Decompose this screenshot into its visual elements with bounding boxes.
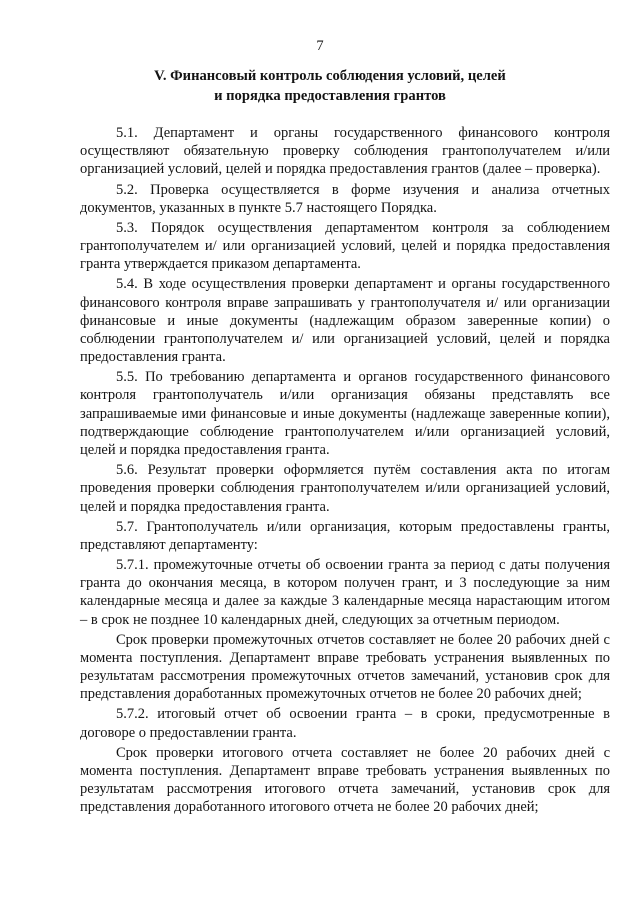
paragraph-5-7-2: 5.7.2. итоговый отчет об освоении гранта – в сроки, предусмотренные в договоре о предоставлении гранта. (80, 706, 610, 741)
paragraph-5-7-1: 5.7.1. промежуточные отчеты об освоении гранта за период с даты получения гранта до окончания месяца, в котором получен грант, и 3 последующие за ним календарные месяца и далее за каждые 3 календарные месяца нарастающим итогом – в срок не позднее 10 календарных дней, следующих за отчетным периодом. (80, 556, 610, 628)
paragraph-5-6: 5.6. Результат проверки оформляется путём составления акта по итогам проведения проверки соблюдения грантополучателем и/или организацией условий, целей и порядка предоставления гранта. (80, 462, 610, 515)
paragraph-5-1: 5.1. Департамент и органы государственного финансового контроля осуществляют обязательную проверку соблюдения грантополучателем и/или организацией условий, целей и порядка предоставления грантов (далее – проверка). (80, 125, 610, 178)
paragraph-5-4: 5.4. В ходе осуществления проверки департамент и органы государственного финансового контроля вправе запрашивать у грантополучателя и/ или организации финансовые и иные документы (надлежащим образом заверенные копии) о соблюдении грантополучателем и/ или организацией условий, целей и порядка предоставления гранта. (80, 276, 610, 366)
section-heading (120, 66, 540, 106)
paragraph-interim-review-term: Срок проверки промежуточных отчетов составляет не более 20 рабочих дней с момента поступления. Департамент вправе требовать устранения выявленных по результатам рассмотрения промежуточных отчетов замечаний, установив срок для представления доработанных промежуточных отчетов не более 20 рабочих дней; (80, 631, 610, 703)
document-body (80, 124, 610, 818)
paragraph-5-3: 5.3. Порядок осуществления департаментом контроля за соблюдением грантополучателем и/ или организацией условий, целей и порядка предоставления гранта утверждается приказом департамента. (80, 219, 610, 273)
page-number: 7 (316, 38, 324, 54)
section-heading-line-2: и порядка предоставления грантов (214, 88, 446, 104)
section-heading-line-1: V. Финансовый контроль соблюдения условий, целей (154, 68, 506, 84)
paragraph-final-review-term: Срок проверки итогового отчета составляет не более 20 рабочих дней с момента поступления. Департамент вправе требовать устранения выявленных по результатам рассмотрения итогового отчета замечаний, установив срок для представления доработанного итогового отчета не более 20 рабочих дней; (80, 744, 610, 816)
paragraph-5-7: 5.7. Грантополучатель и/или организация, которым предоставлены гранты, представляют департаменту: (80, 518, 610, 553)
paragraph-5-5: 5.5. По требованию департамента и органов государственного финансового контроля грантополучатель и/или организация обязаны представлять все запрашиваемые ими финансовые и иные документы (надлежаще заверенные копии), подтверждающие соблюдение грантополучателем и/или организацией условий, целей и порядка предоставления гранта. (80, 369, 610, 459)
paragraph-5-2: 5.2. Проверка осуществляется в форме изучения и анализа отчетных документов, указанных в пункте 5.7 настоящего Порядка. (80, 181, 610, 216)
